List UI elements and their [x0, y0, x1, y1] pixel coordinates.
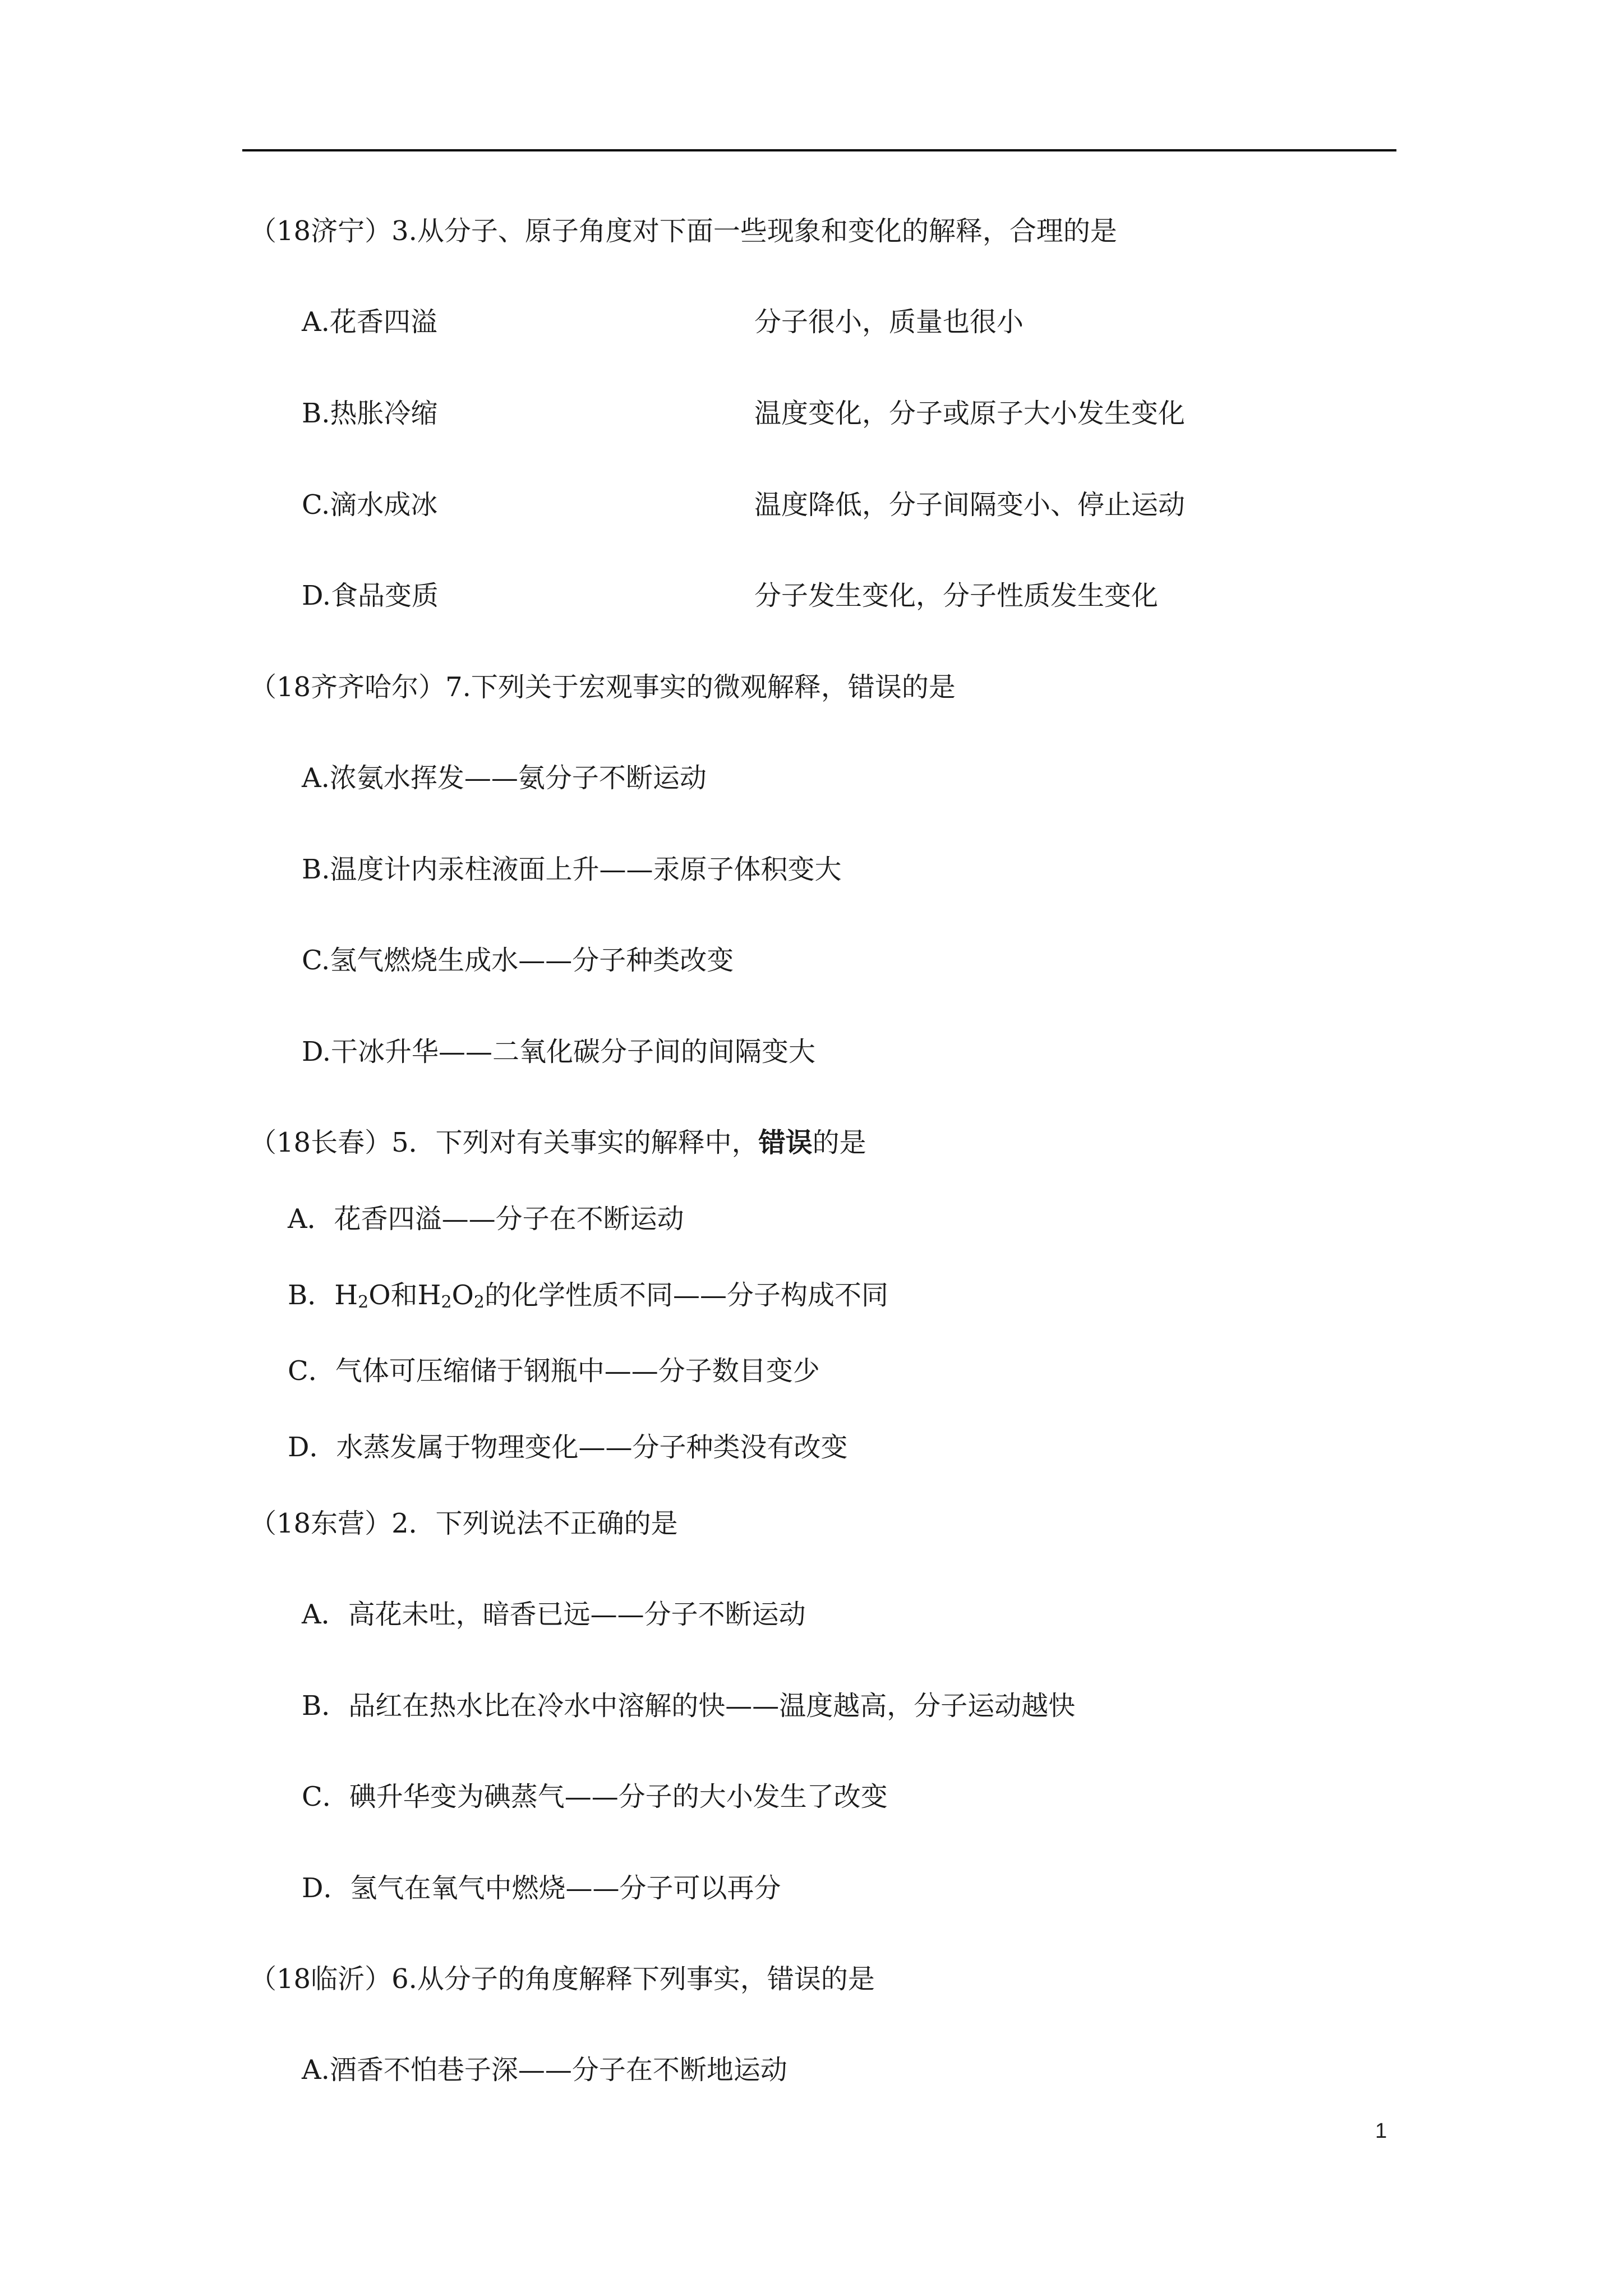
q3-stem-prefix: （18长春）5．下列对有关事实的解释中， [250, 1127, 759, 1158]
question-stem-q3 [250, 1126, 866, 1159]
question-stem-q1: （18济宁）3.从分子、原子角度对下面一些现象和变化的解释，合理的是 [250, 215, 1117, 247]
question-stem-q4: （18东营）2．下列说法不正确的是 [250, 1508, 678, 1539]
q1-option-b-explanation: 温度变化，分子或原子大小发生变化 [754, 398, 1186, 429]
q1-option-d: D.食品变质 [302, 580, 439, 611]
q2-option-d: D.干冰升华——二氧化碳分子间的间隔变大 [302, 1036, 816, 1068]
q5-option-a: A.酒香不怕巷子深——分子在不断地运动 [302, 2054, 787, 2086]
q3-option-b-mid-1: O和H [368, 1280, 441, 1311]
q4-option-c: C．碘升华变为碘蒸气——分子的大小发生了改变 [302, 1781, 888, 1812]
q4-option-a: A．高花未吐，暗香已远——分子不断运动 [302, 1599, 806, 1630]
q3-option-b [288, 1278, 888, 1312]
question-stem-q2: （18齐齐哈尔）7.下列关于宏观事实的微观解释，错误的是 [250, 671, 956, 703]
page-number: 1 [1375, 2119, 1387, 2143]
q2-option-a: A.浓氨水挥发——氨分子不断运动 [302, 762, 707, 794]
q4-option-d: D．氢气在氧气中燃烧——分子可以再分 [302, 1872, 781, 1904]
q1-option-d-explanation: 分子发生变化，分子性质发生变化 [754, 580, 1159, 611]
q1-option-b: B.热胀冷缩 [302, 398, 438, 429]
q1-option-c: C.滴水成冰 [302, 489, 438, 521]
q3-option-b-prefix: B．H [288, 1280, 358, 1311]
q1-option-a: A.花香四溢 [302, 306, 437, 338]
q3-option-b-subscript-2: 2 [441, 1292, 452, 1312]
q3-option-a: A．花香四溢——分子在不断运动 [288, 1203, 684, 1235]
q3-option-c: C．气体可压缩储于钢瓶中——分子数目变少 [288, 1355, 820, 1387]
q4-option-b: B．品红在热水比在冷水中溶解的快——温度越高，分子运动越快 [302, 1690, 1076, 1722]
q3-stem-emphasis: 错误 [758, 1127, 813, 1158]
q3-stem-suffix: 的是 [812, 1127, 866, 1158]
header-rule [242, 149, 1396, 151]
q2-option-b: B.温度计内汞柱液面上升——汞原子体积变大 [302, 854, 842, 885]
q3-option-d: D．水蒸发属于物理变化——分子种类没有改变 [288, 1432, 848, 1463]
q2-option-c: C.氢气燃烧生成水——分子种类改变 [302, 945, 734, 976]
q3-option-b-mid-2: O [451, 1280, 474, 1311]
q3-option-b-subscript-3: 2 [473, 1292, 485, 1312]
q1-option-c-explanation: 温度降低，分子间隔变小、停止运动 [754, 489, 1186, 521]
q3-option-b-subscript-1: 2 [358, 1292, 369, 1312]
q1-option-a-explanation: 分子很小，质量也很小 [754, 306, 1024, 338]
q3-option-b-suffix: 的化学性质不同——分子构成不同 [485, 1280, 889, 1311]
question-stem-q5: （18临沂）6.从分子的角度解释下列事实，错误的是 [250, 1963, 875, 1995]
